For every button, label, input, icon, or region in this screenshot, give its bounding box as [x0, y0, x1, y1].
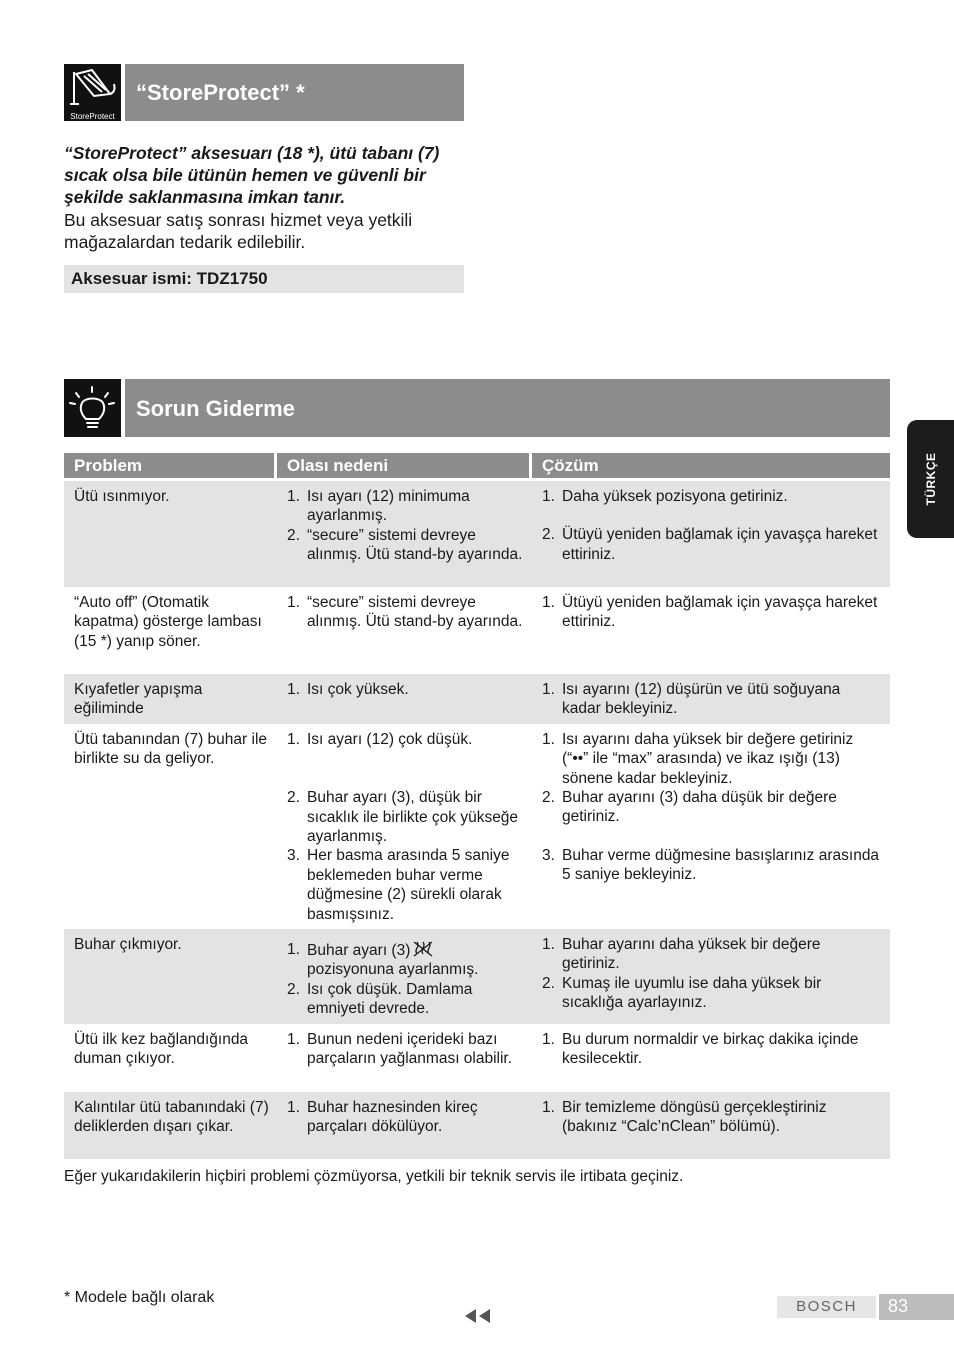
table-row: [64, 481, 890, 587]
table-row: [64, 724, 890, 929]
cause-cell: [277, 674, 532, 724]
list-item: 2. “secure” sistemi devreye alınmış. Ütü stand-by ayarında.: [287, 526, 523, 564]
list-item: 1. Isı ayarı (12) minimuma ayarlanmış.: [287, 488, 470, 525]
brand-name: BOSCH: [796, 1298, 857, 1315]
column-header-cause: Olası nedeni: [277, 453, 532, 481]
list-item: 1. Isı ayarı (12) çok düşük.: [287, 730, 473, 748]
table-header-row: [64, 453, 890, 481]
list-item: 1. Buhar ayarını daha yüksek bir değere getiriniz.: [542, 936, 821, 973]
table-row: [64, 929, 890, 1024]
list-item: 2. Kumaş ile uyumlu ise daha yüksek bir sıcaklığa ayarlayınız.: [542, 974, 822, 1012]
accessory-name: Aksesuar ismi: TDZ1750: [71, 269, 268, 288]
solution-cell: [532, 1092, 890, 1159]
list-item: 2. Buhar ayarı (3), düşük bir sıcaklık ile birlikte çok yükseğe ayarlanmış.: [287, 789, 519, 846]
cause-cell: [277, 587, 532, 674]
table-row: [64, 1024, 890, 1092]
list-item: 2. Buhar ayarını (3) daha düşük bir değere getiriniz.: [542, 789, 837, 826]
footnote: * Modele bağlı olarak: [64, 1289, 215, 1306]
list-item: 1. Buhar ayarı (3) pozisyonuna ayarlanmış.: [287, 941, 479, 979]
troubleshooting-title: Sorun Giderme: [136, 396, 295, 421]
store-protect-icon-caption: StoreProtect: [70, 112, 115, 121]
list-item: 1. Ütüyü yeniden bağlamak için yavaşça hareket ettiriniz.: [542, 594, 878, 631]
page-number: 83: [888, 1296, 909, 1316]
solution-cell: [532, 481, 890, 587]
problem-cell: Buhar çıkmıyor.: [64, 929, 277, 1024]
brand-box: [777, 1296, 876, 1318]
cause-cell: [277, 724, 532, 929]
double-arrow-left-icon[interactable]: [464, 1308, 492, 1324]
list-item: 1. Isı çok yüksek.: [287, 681, 409, 698]
list-item: 1. “secure” sistemi devreye alınmış. Ütü stand-by ayarında.: [287, 594, 523, 631]
list-item: 1. Daha yüksek pozisyona getiriniz.: [542, 488, 788, 505]
store-protect-title: “StoreProtect” *: [136, 80, 305, 105]
list-item: 3. Buhar verme düğmesine basışlarınız arasında 5 saniye bekleyiniz.: [542, 846, 880, 884]
solution-cell: [532, 1024, 890, 1092]
language-tab: [907, 420, 954, 538]
store-protect-body: Bu aksesuar satış sonrası hizmet veya yetkili mağazalardan tedarik edilebilir.: [64, 210, 413, 252]
problem-cell: Ütü tabanından (7) buhar ile birlikte su da geliyor.: [74, 730, 268, 768]
problem-cell: Kalıntılar ütü tabanındaki (7) deliklerden dışarı çıkar.: [64, 1092, 277, 1159]
list-item: 1. Isı ayarını daha yüksek bir değere getiriniz (“••” ile “max” arasında) ve ikaz ışığı (13) sönene kadar bekleyiniz.: [542, 730, 854, 787]
list-item: 1. Bunun nedeni içerideki bazı parçaların yağlanması olabilir.: [287, 1030, 513, 1068]
list-item: 3. Her basma arasında 5 saniye beklemeden buhar verme düğmesine (2) sürekli olarak basmışsınız.: [287, 847, 510, 923]
solution-cell: [532, 724, 890, 929]
troubleshooting-footer-note: Eğer yukarıdakilerin hiçbiri problemi çözmüyorsa, yetkili bir teknik servis ile irtibata geçiniz.: [64, 1168, 684, 1185]
troubleshooting-header: [125, 379, 890, 437]
table-row: [64, 587, 890, 674]
accessory-name-box: [64, 265, 464, 293]
solution-cell: [532, 674, 890, 724]
list-item: 1. Bir temizleme döngüsü gerçekleştiriniz (bakınız “Calc’nClean” bölümü).: [542, 1098, 827, 1136]
cause-cell: [277, 1092, 532, 1159]
list-item: 1. Buhar haznesinden kireç parçaları dökülüyor.: [287, 1098, 478, 1136]
list-item: 2. Isı çok düşük. Damlama emniyeti devrede.: [287, 980, 473, 1018]
problem-cell: “Auto off” (Otomatik kapatma) gösterge lambası (15 *) yanıp söner.: [74, 594, 262, 650]
store-protect-icon: [64, 64, 121, 121]
problem-cell: Ütü ilk kez bağlandığında duman çıkıyor.: [74, 1030, 249, 1068]
list-item: 1. Isı ayarını (12) düşürün ve ütü soğuyana kadar bekleyiniz.: [542, 681, 841, 718]
problem-cell: Kıyafetler yapışma eğiliminde: [64, 674, 277, 724]
column-header-problem: Problem: [64, 453, 277, 481]
store-protect-intro: “StoreProtect” aksesuarı (18 *), ütü tabanı (7) sıcak olsa bile ütünün hemen ve güvenli bir şekilde saklanmasına imkan tanır.: [64, 143, 440, 207]
page-number-box: [879, 1294, 954, 1320]
solution-cell: [532, 587, 890, 674]
list-item: 1. Bu durum normaldir ve birkaç dakika içinde kesilecektir.: [542, 1030, 859, 1068]
solution-cell: [532, 929, 890, 1024]
problem-cell: Ütü ısınmıyor.: [64, 481, 277, 587]
language-tab-label: TÜRKÇE: [923, 452, 938, 506]
table-row: [64, 1092, 890, 1159]
cause-cell: [277, 929, 532, 1024]
troubleshooting-table: [64, 453, 890, 1159]
store-protect-header: [125, 64, 464, 121]
table-row: [64, 674, 890, 724]
cause-cell: [277, 481, 532, 587]
lightbulb-icon: [64, 379, 121, 437]
list-item: 2. Ütüyü yeniden bağlamak için yavaşça hareket ettiriniz.: [542, 526, 878, 563]
steam-off-icon: [413, 940, 433, 958]
column-header-solution: Çözüm: [532, 453, 890, 481]
cause-cell: [277, 1024, 532, 1092]
